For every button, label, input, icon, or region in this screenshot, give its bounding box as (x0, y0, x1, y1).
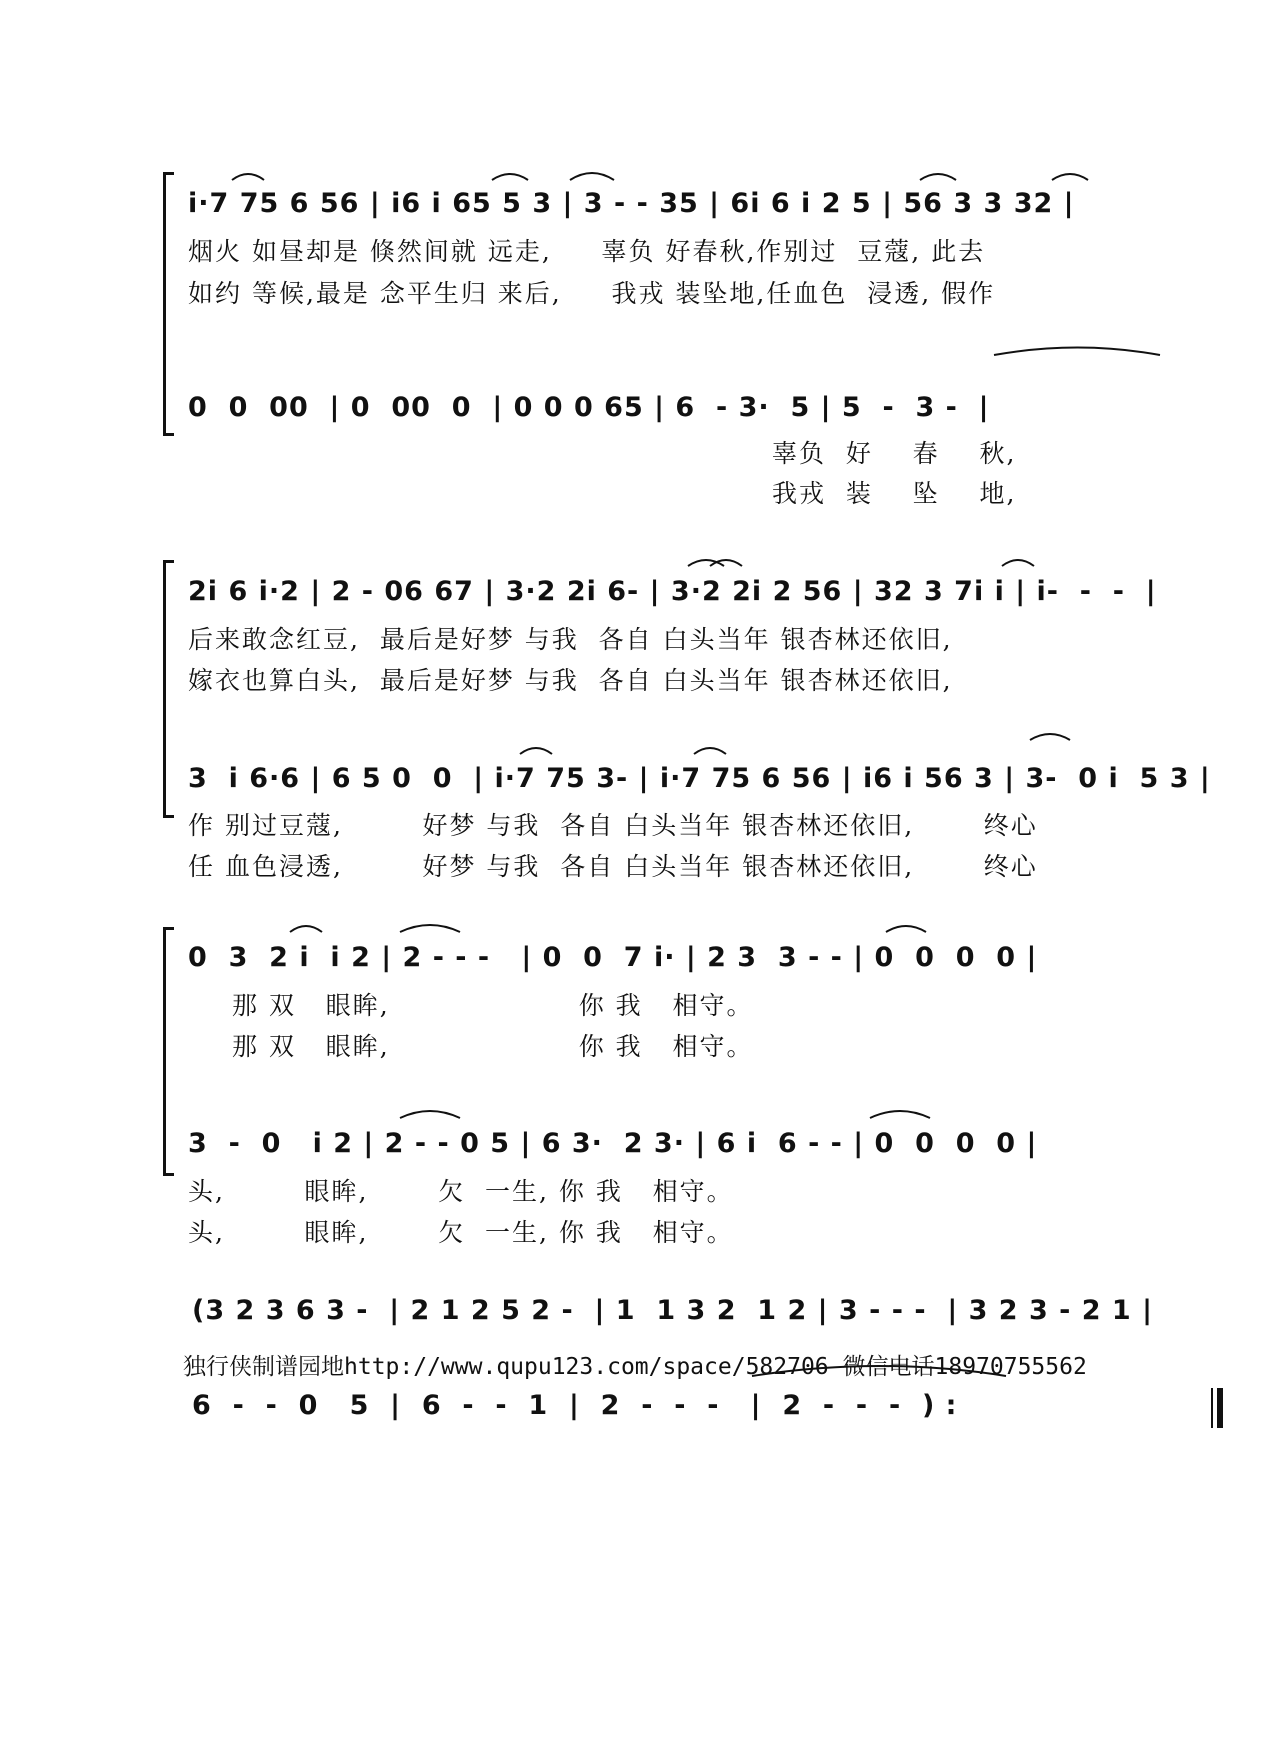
system-3-lower-notes: 3 - 0 i 2 | 2 - - 0 5 | 6 3· 2 3· | 6 i 6 - - | 0 0 0 0 | (188, 1128, 1038, 1159)
system-3-lower-lyric-2: 头, 眼眸, 欠 一生, 你 我 相守。 (188, 1218, 734, 1247)
system-2-upper-lyric-2: 嫁衣也算白头, 最后是好梦 与我 各自 白头当年 银杏林还依旧, (188, 666, 953, 695)
system-3-upper-lyric-1: 那 双 眼眸, 你 我 相守。 (232, 991, 754, 1020)
system-1-upper-lyric-1: 烟火 如昼却是 倏然间就 远走, 辜负 好春秋,作别过 豆蔻, 此去 (188, 237, 986, 266)
system-1-lower-lyric-1: 辜负 好 春 秋, (772, 439, 1017, 468)
system-1-lower-notes: 0 0 00 | 0 00 0 | 0 0 0 65 | 6 - 3· 5 | 5 - 3 - | (188, 392, 990, 423)
system-1-lower-lyric-2: 我戎 装 坠 地, (772, 479, 1017, 508)
system-2-lower-lyric-2: 任 血色浸透, 好梦 与我 各自 白头当年 银杏林还依旧, 终心 (188, 852, 1038, 881)
system-1-upper-notes: i·7 75 6 56 | i6 i 65 5 3 | 3 - - 35 | 6i 6 i 2 5 | 56 3 3 32 | (188, 188, 1075, 219)
system-3-upper-notes: 0 3 2 i i 2 | 2 - - - | 0 0 7 i· | 2 3 3 - - | 0 0 0 0 | (188, 942, 1038, 973)
system-2-upper-lyric-1: 后来敢念红豆, 最后是好梦 与我 各自 白头当年 银杏林还依旧, (188, 625, 953, 654)
system-2-upper-notes: 2i 6 i·2 | 2 - 06 67 | 3·2 2i 6- | 3·2 2i 2 56 | 32 3 7i i | i- - - | (188, 576, 1157, 607)
system-1-upper-lyric-2: 如约 等候,最是 念平生归 来后, 我戎 装坠地,任血色 浸透, 假作 (188, 279, 996, 308)
system-2-lower-notes: 3 i 6·6 | 6 5 0 0 | i·7 75 3- | i·7 75 6 56 | i6 i 56 3 | 3- 0 i 5 3 | (188, 763, 1211, 794)
footer-credit: 独行侠制谱园地http://www.qupu123.com/space/582706 微信电话18970755562 (183, 1354, 1087, 1380)
system-3-lower-lyric-1: 头, 眼眸, 欠 一生, 你 我 相守。 (188, 1177, 734, 1206)
interlude-line-1: (3 2 3 6 3 - | 2 1 2 5 2 - | 1 1 3 2 1 2 | 3 - - - | 3 2 3 - 2 1 | (192, 1295, 1153, 1326)
interlude-line-2: 6 - - 0 5 | 6 - - 1 | 2 - - - | 2 - - - ) : (192, 1390, 958, 1421)
system-2-lower-lyric-1: 作 别过豆蔻, 好梦 与我 各自 白头当年 银杏林还依旧, 终心 (188, 811, 1038, 840)
system-3-upper-lyric-2: 那 双 眼眸, 你 我 相守。 (232, 1032, 754, 1061)
